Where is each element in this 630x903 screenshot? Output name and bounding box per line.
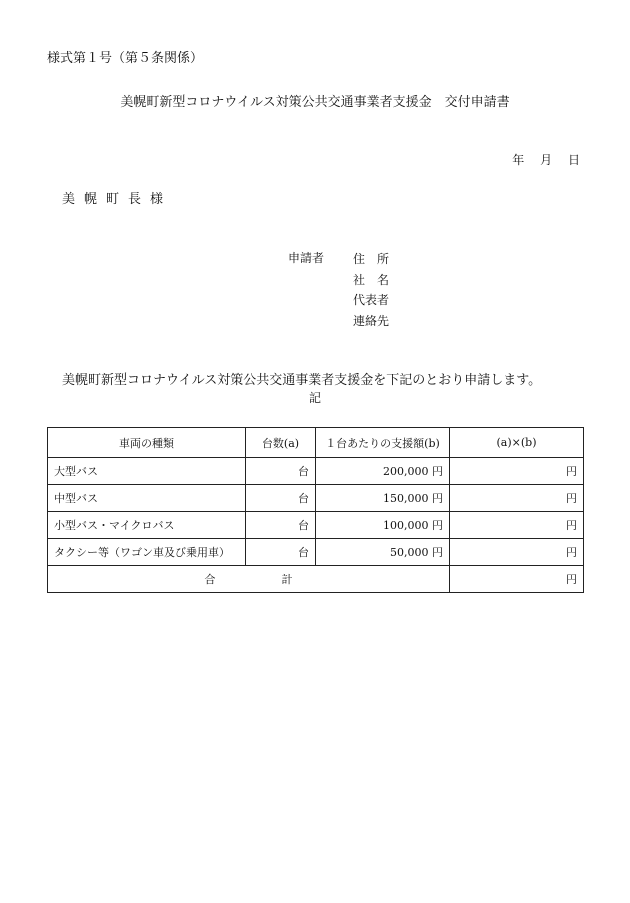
header-vehicle-type: 車両の種類: [48, 428, 246, 458]
sum-label: [48, 566, 450, 593]
vehicle-type: 中型バス: [48, 485, 246, 512]
table-row: [48, 539, 584, 566]
vehicle-type: 大型バス: [48, 458, 246, 485]
sum-total-cell: 円: [450, 566, 584, 593]
date-day: 日: [567, 153, 580, 167]
header-amount-per-unit: １台あたりの支援額(b): [316, 428, 450, 458]
application-statement: 美幌町新型コロナウイルス対策公共交通事業者支援金を下記のとおり申請します。: [62, 373, 542, 388]
applicant-label: 申請者: [288, 251, 325, 265]
sum-label-second: 計: [281, 573, 293, 586]
total-cell: 円: [450, 512, 584, 539]
count-cell: 台: [246, 485, 316, 512]
table-row: [48, 458, 584, 485]
amount-cell: 200,000 円: [316, 458, 450, 485]
field-contact: 連絡先: [353, 313, 390, 328]
field-representative: 代表者: [353, 293, 390, 307]
amount-cell: 100,000 円: [316, 512, 450, 539]
header-product: (a)×(b): [450, 428, 584, 458]
date-line: [512, 151, 580, 168]
applicant-fields: [353, 249, 389, 331]
field-address: 住 所: [353, 252, 390, 266]
total-cell: 円: [450, 539, 584, 566]
table-header-row: [48, 428, 584, 458]
ki-heading: 記: [308, 391, 321, 405]
subsidy-table: [47, 427, 584, 593]
field-company: 社 名: [353, 272, 390, 287]
header-count: 台数(a): [246, 428, 316, 458]
form-number: 様式第１号（第５条関係）: [47, 51, 204, 66]
count-cell: 台: [246, 512, 316, 539]
date-year: 年: [512, 153, 525, 167]
vehicle-type: タクシー等（ワゴン車及び乗用車）: [48, 539, 246, 566]
table-row: [48, 485, 584, 512]
sum-label-first: 合: [204, 573, 216, 586]
vehicle-type: 小型バス・マイクロバス: [48, 512, 246, 539]
amount-cell: 150,000 円: [316, 485, 450, 512]
total-cell: 円: [450, 485, 584, 512]
table-row: [48, 512, 584, 539]
date-month: 月: [540, 153, 553, 167]
document-title: 美幌町新型コロナウイルス対策公共交通事業者支援金 交付申請書: [120, 95, 510, 110]
count-cell: 台: [246, 458, 316, 485]
amount-cell: 50,000 円: [316, 539, 450, 566]
total-cell: 円: [450, 458, 584, 485]
addressee: 美幌町長様: [62, 192, 173, 207]
sum-row: [48, 566, 584, 593]
count-cell: 台: [246, 539, 316, 566]
